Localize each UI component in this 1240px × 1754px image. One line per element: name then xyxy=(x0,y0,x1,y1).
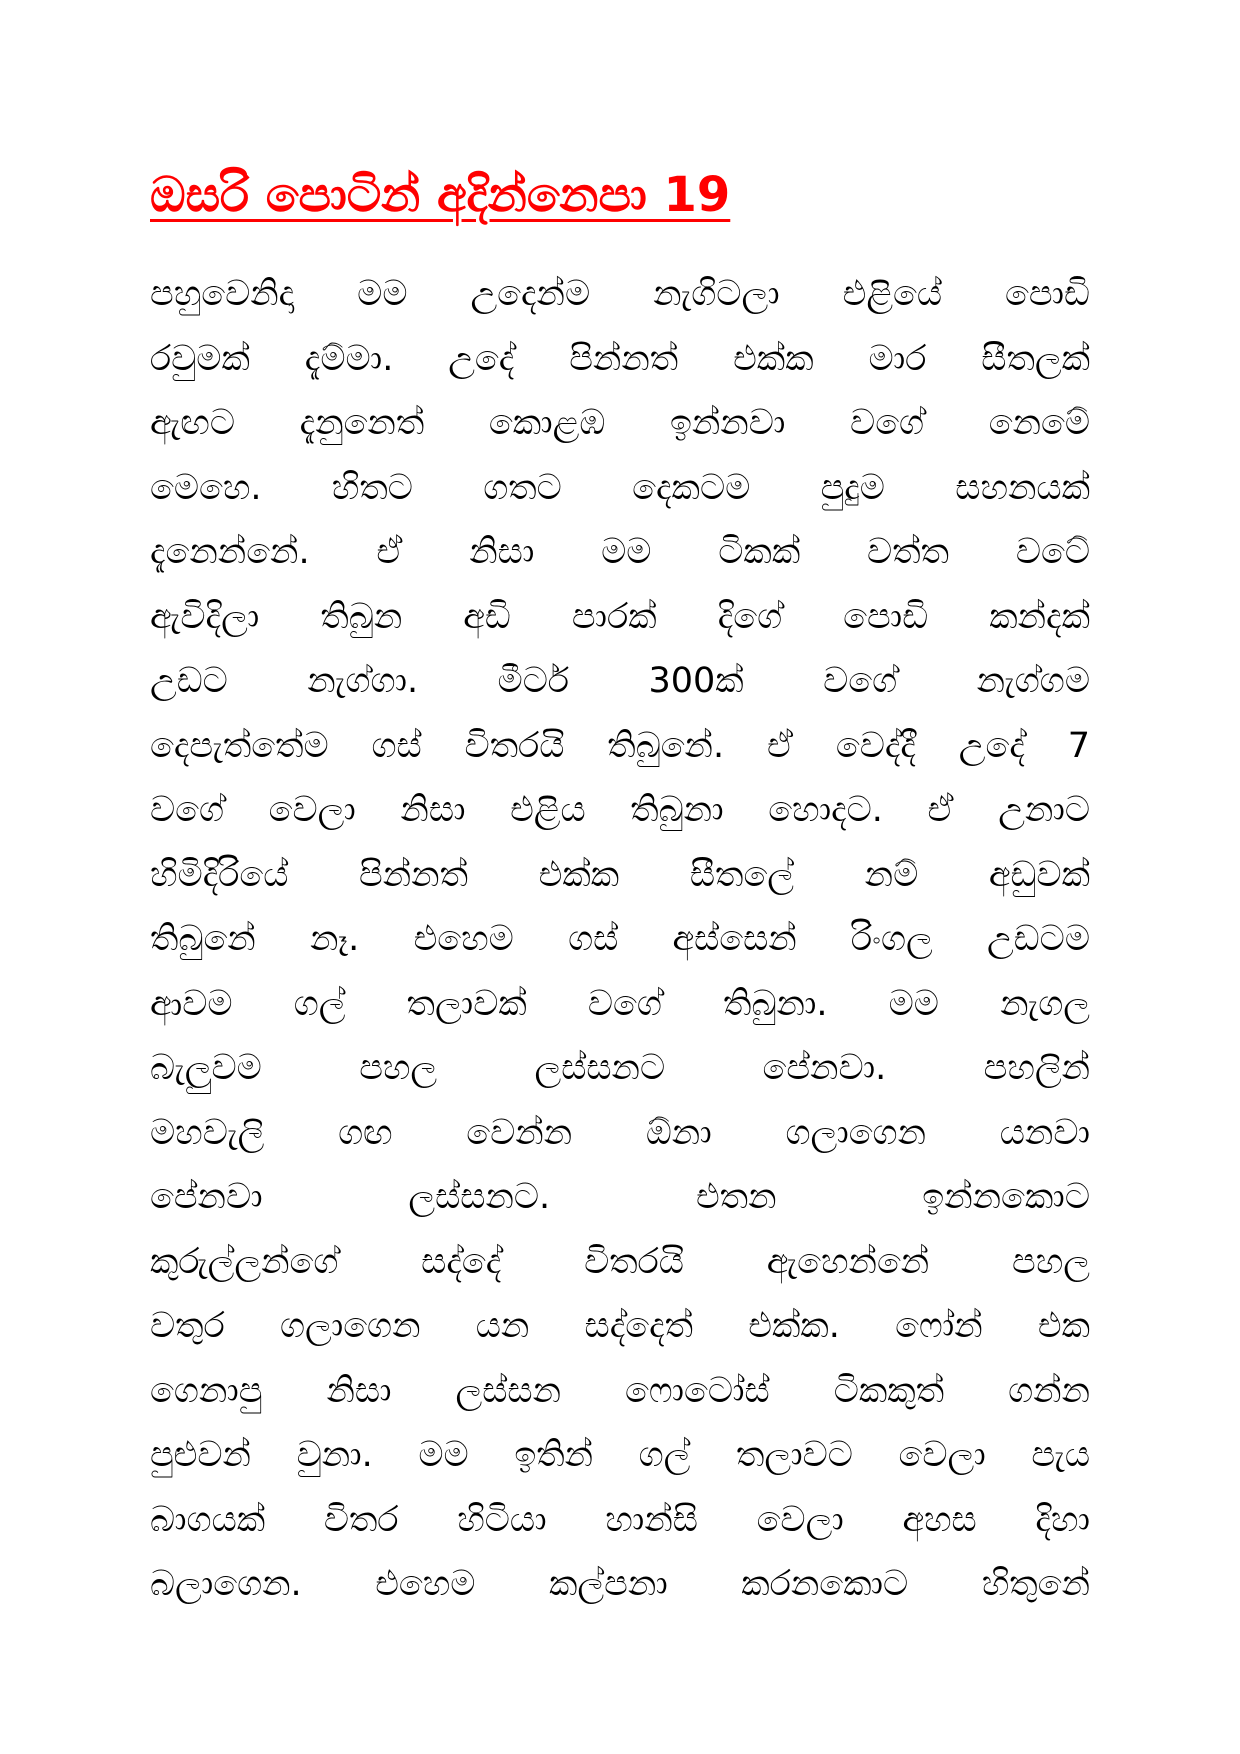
text-line: තිබුනේ නෑ. එහෙම ගස් අස්සෙන් රිංගල උඩටම xyxy=(150,919,1090,959)
text-line: ඇවිදිලා තිබුන අඩි පාරක් දිගේ පොඩි කන්දක් xyxy=(150,596,1090,637)
text-line: මෙහෙ. හිතට ගතට දෙකටම පුදුම සහනයක් xyxy=(150,467,1090,508)
story-body xyxy=(150,262,1090,1617)
text-line: වතුර ගලාගෙන යන සද්දෙත් එක්ක. ෆෝන් එක xyxy=(150,1306,1090,1346)
text-line: බාගයක් විතර හිටියා හාන්සි වෙලා අහස දිහා xyxy=(150,1499,1090,1540)
text-line: පේනවා ලස්සනට. එතන ඉන්නකොට xyxy=(150,1177,1090,1217)
text-line: දෙපැත්තේම ගස් විතරයි තිබුනේ. ඒ වෙද්දී උදේ 7 xyxy=(150,725,1090,766)
text-line: දැනෙන්නේ. ඒ නිසා මම ටිකක් වත්ත වටේ xyxy=(150,532,1090,572)
text-line: මහවැලි ගඟ වෙන්න ඕනා ගලාගෙන යනවා xyxy=(150,1112,1090,1153)
text-line: ආවම ගල් තලාවක් වගේ තිබුනා. මම නැගල xyxy=(150,983,1090,1024)
text-line: බලාගෙන. එහෙම කල්පනා කරනකොට හිතුනේ xyxy=(150,1564,1090,1604)
text-line: පහුවෙනිදා මම උදෙන්ම නැගිටලා එළියේ පොඩි xyxy=(150,274,1090,314)
story-title: ඔසරි පොටින් අදින්නෙපා 19 xyxy=(150,167,731,223)
text-line: උඩට නැග්ගා. මීටර් 300ක් වගේ නැග්ගම xyxy=(150,661,1090,701)
text-line: බැලුවම පහල ලස්සනට පේනවා. පහලින් xyxy=(150,1048,1090,1088)
text-line: ගෙනාපු නිසා ලස්සන ෆොටෝස් ටිකකුත් ගන්න xyxy=(150,1370,1090,1411)
text-line: හිමිදිරියේ පින්නත් එක්ක සීතලේ නම් අඩුවක් xyxy=(150,854,1090,895)
text-line: කුරුල්ලන්ගේ සද්දේ විතරයි ඇහෙන්නේ පහල xyxy=(150,1241,1090,1282)
text-line: වගේ වෙලා නිසා එළිය තිබුනා හොදට. ඒ උනාට xyxy=(150,790,1090,830)
text-line: ඇඟට දැනුනෙත් කොළඹ ඉන්නවා වගේ නෙමේ xyxy=(150,403,1090,443)
text-line: පුළුවන් වුනා. මම ඉතින් ගල් තලාවට වෙලා පැය xyxy=(150,1435,1090,1475)
text-line: රවුමක් දැම්මා. උදේ පින්නත් එක්ක මාර සීතලක් xyxy=(150,338,1090,379)
